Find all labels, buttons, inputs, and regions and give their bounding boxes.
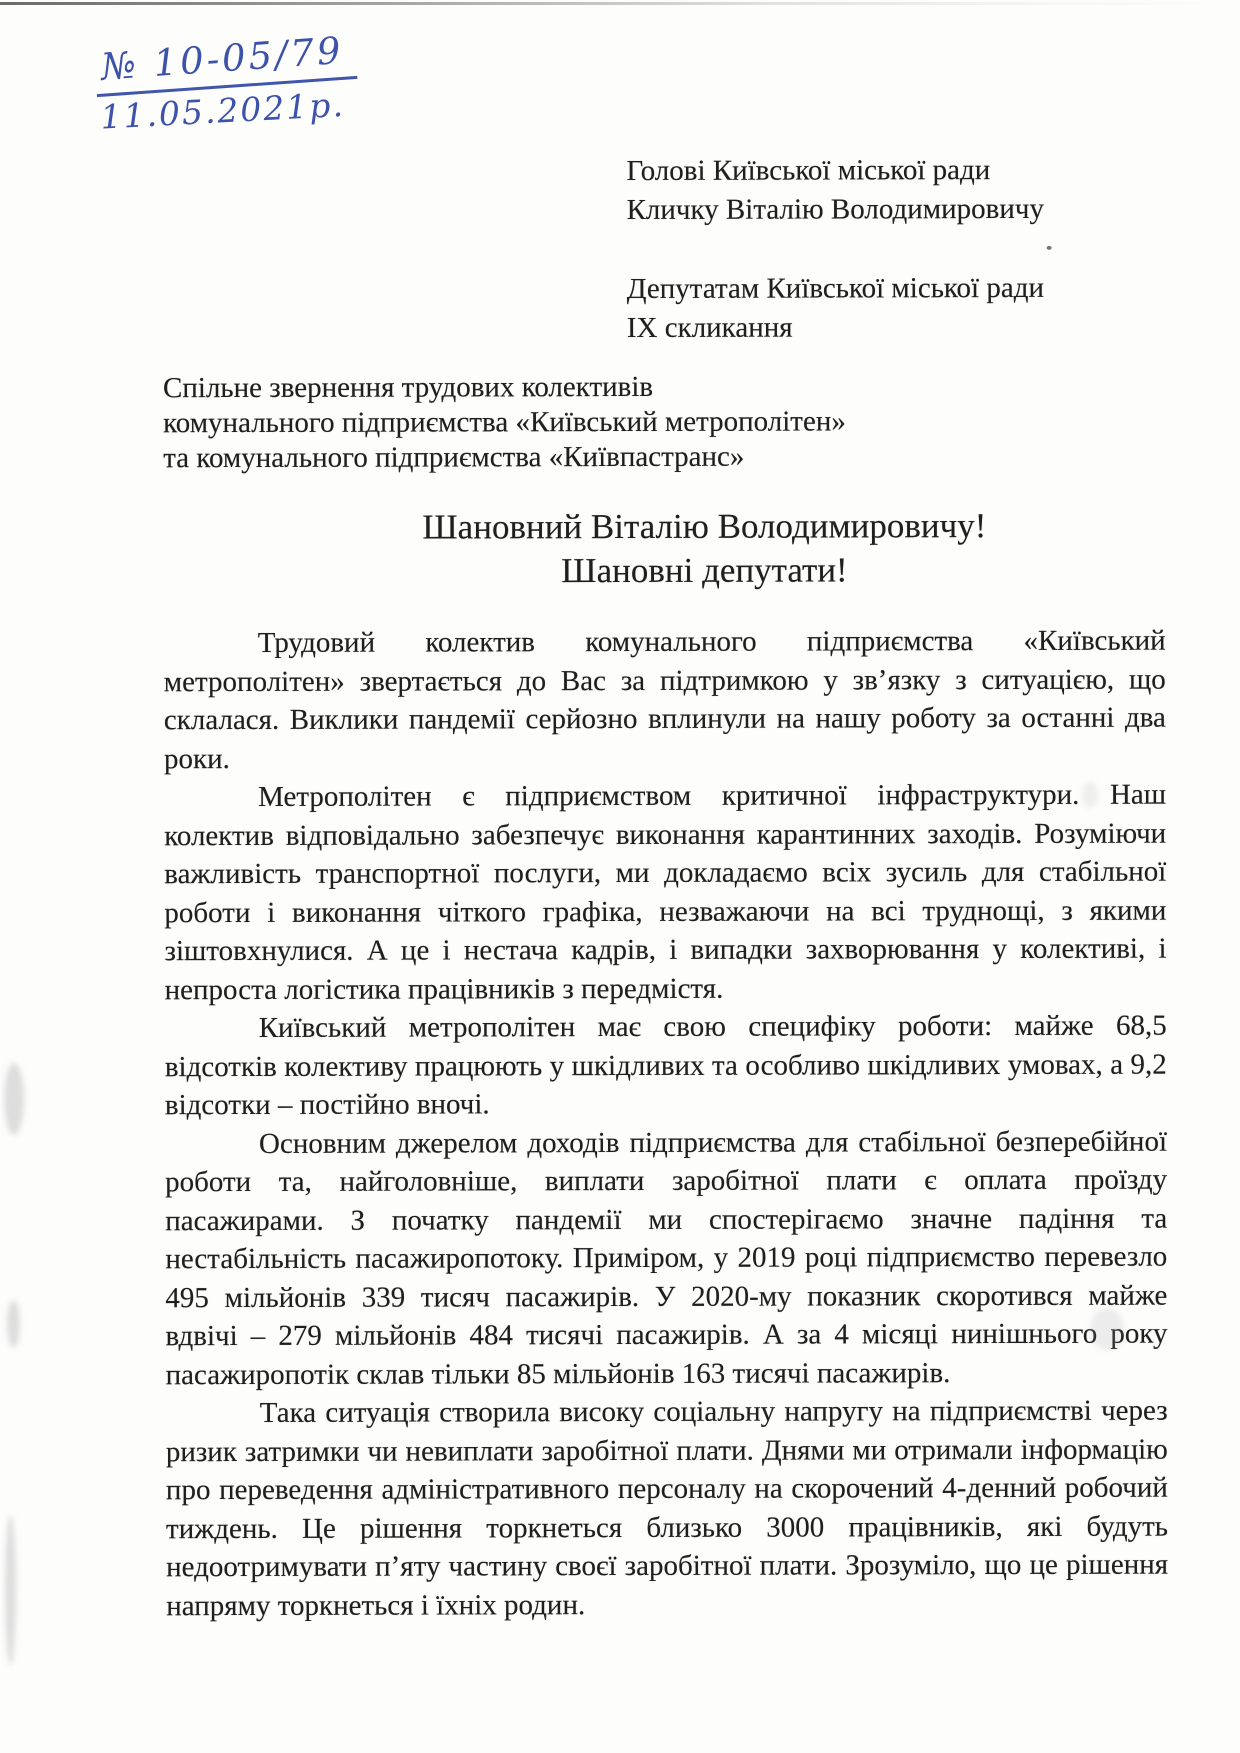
scan-smudge-artifact (1082, 782, 1098, 808)
subject-block (163, 369, 846, 476)
stamp-registration-number: № 10-05/79 (94, 28, 358, 97)
subject-line-3: та комунального підприємства «Київпастранс» (163, 440, 745, 475)
scan-smudge-artifact (4, 1063, 24, 1135)
addressee-secondary-title: Депутатам Київської міської ради (626, 271, 1045, 305)
body-paragraph-5: Така ситуація створила високу соціальну напругу на підприємстві через ризик затримки чи невиплати заробітної плати. Днями ми отримали інформацію про переведення адміністративного персоналу на скорочений 4-денний робочий тиждень. Це рішення торкнеться близько 3000 працівників, які будуть недоотримувати п’яту частину своєї заробітної плати. Зрозуміло, що це рішення напряму торкнеться і їхніх родин. (165, 1394, 1169, 1622)
addressee-spacer (627, 229, 1044, 270)
subject-line-1: Спільне звернення трудових колективів (162, 370, 654, 405)
addressee-secondary-convocation: IX скликання (626, 311, 793, 344)
addressee-primary-title: Голові Київської міської ради (626, 154, 991, 187)
scan-smudge-artifact (5, 1515, 16, 1665)
salutation-block (163, 504, 1165, 595)
salutation-mayor: Шановний Віталію Володимировичу! (422, 506, 987, 547)
subject-line-2: комунального підприємства «Київський метрополітен» (163, 405, 846, 440)
body-paragraph-4: Основним джерелом доходів підприємства для стабільної безперебійної роботи та, найголовніше, виплати заробітної плати є оплата проїзду пасажирами. З початку пандемії ми спостерігаємо значне падіння та нестабільність пасажиропотоку. Приміром, у 2019 році підприємство перевезло 495 мільйонів 339 тисяч пасажирів. У 2020-му показник скоротився майже вдвічі – 279 мільйонів 484 тисячі пасажирів. А за 4 місяці нинішнього року пасажиропотік склав тільки 85 мільйонів 163 тисячі пасажирів. (165, 1125, 1168, 1391)
addressee-block (626, 151, 1044, 348)
body-paragraph-1: Трудовий колектив комунального підприємства «Київський метрополітен» звертається до Вас за підтримкою у зв’язку з ситуацією, що склалася. Виклики пандемії серйозно вплинули на нашу роботу за останні два роки. (163, 624, 1166, 775)
salutation-deputies: Шановні депутати! (561, 550, 848, 591)
addressee-primary-name: Кличку Віталію Володимировичу (626, 192, 1044, 226)
body-paragraph-3: Київський метрополітен має свою специфіку роботи: майже 68,5 відсотків колективу працюють у шкідливих та особливо шкідливих умовах, а 9,2 відсотки – постійно вночі. (164, 1009, 1167, 1122)
scan-smudge-artifact (1090, 1308, 1124, 1350)
body-paragraph-2: Метрополітен є підприємством критичної інфраструктури. Наш колектив відповідально забезпечує виконання карантинних заходів. Розуміючи важливість транспортної послуги, ми докладаємо всіх зусиль для стабільної роботи і виконання чіткого графіка, незважаючи на всі труднощі, з якими зіштовхнулися. А це і нестача кадрів, і випадки захворювання у колективі, і непроста логістика працівників з передмістя. (164, 778, 1167, 1006)
stamp-date: 11.05.2021р. (99, 84, 346, 137)
ink-dot-artifact (1047, 246, 1052, 250)
scan-smudge-artifact (7, 1300, 20, 1348)
letter-body (164, 622, 1169, 1626)
